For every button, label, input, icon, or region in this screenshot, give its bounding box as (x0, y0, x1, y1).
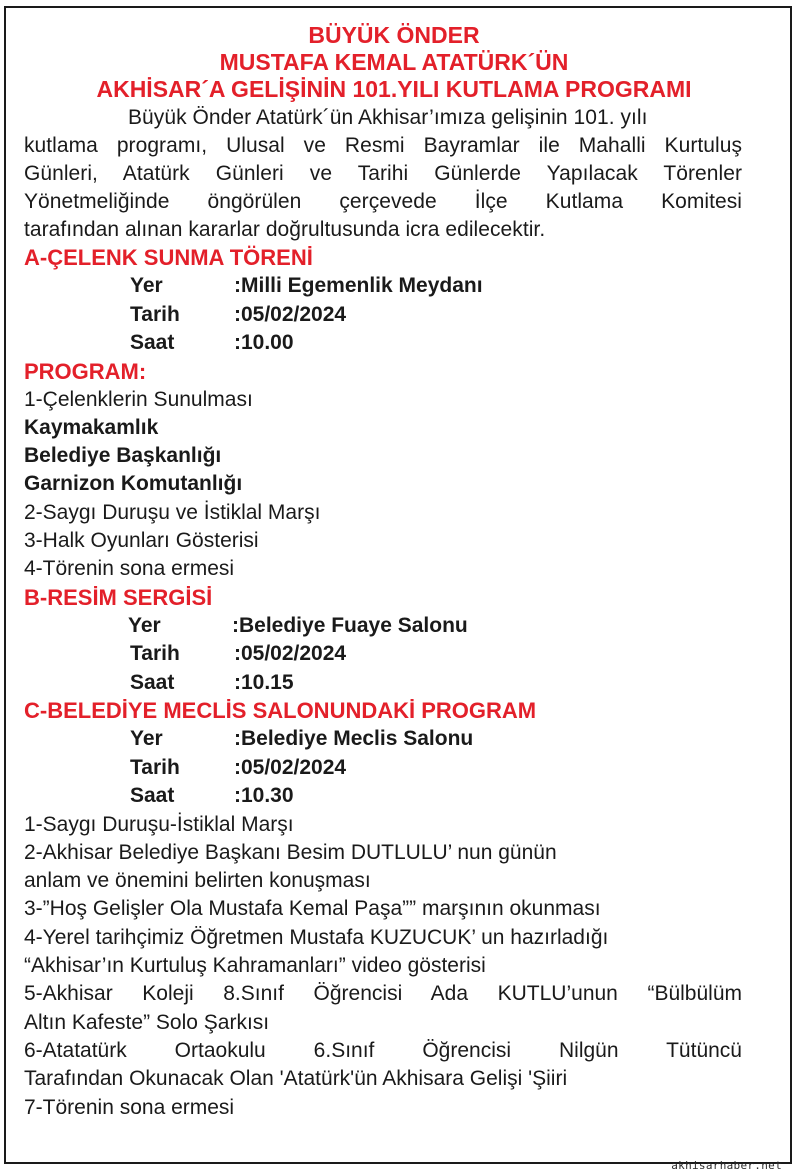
program-item: 6-Atatatürk Ortaokulu 6.Sınıf Öğrencisi Nilgün Tütüncü (24, 1038, 742, 1062)
section-c-heading: C-BELEDİYE MECLİS SALONUNDAKİ PROGRAM (24, 698, 537, 724)
time-value: :10.00 (234, 331, 294, 354)
program-item: Kaymakamlık (24, 415, 159, 439)
location-value: :Milli Egemenlik Meydanı (234, 274, 483, 297)
program-item: 4-Yerel tarihçimiz Öğretmen Mustafa KUZUCUK’ un hazırladığı (24, 925, 609, 949)
program-item: 7-Törenin sona ermesi (24, 1095, 235, 1119)
section-a-date (24, 301, 744, 330)
site-watermark: akhisarhaber.net (671, 1159, 782, 1172)
program-item: 3-”Hoş Gelişler Ola Mustafa Kemal Paşa”” marşının okunması (24, 897, 601, 921)
date-value: :05/02/2024 (234, 642, 347, 666)
program-item: 3-Halk Oyunları Gösterisi (24, 528, 259, 552)
intro-line: kutlama programı, Ulusal ve Resmi Bayramlar ile Mahalli Kurtuluş (24, 134, 742, 157)
location-label: Yer (130, 274, 163, 297)
program-item: 2-Saygı Duruşu ve İstiklal Marşı (24, 500, 321, 524)
section-b-date (24, 640, 744, 669)
location-value: :Belediye Meclis Salonu (234, 727, 474, 751)
section-c-time (24, 782, 744, 811)
program-item: Altın Kafeste” Solo Şarkısı (24, 1010, 270, 1034)
time-value: :10.30 (234, 784, 294, 808)
program-item: Garnizon Komutanlığı (24, 472, 243, 496)
date-value: :05/02/2024 (234, 302, 347, 326)
program-item: Belediye Başkanlığı (24, 444, 222, 468)
section-b-location (24, 612, 744, 641)
section-a-time (24, 329, 744, 358)
intro-line: Günleri, Atatürk Günleri ve Tarihi Günlerde Yapılacak Törenler (24, 162, 742, 185)
location-value: :Belediye Fuaye Salonu (232, 613, 468, 637)
section-b-heading: B-RESİM SERGİSİ (24, 584, 213, 610)
program-item: Tarafından Okunacak Olan 'Atatürk'ün Akhisara Gelişi 'Şiiri (24, 1067, 568, 1091)
title-line-3: AKHİSAR´A GELİŞİNİN 101.YILI KUTLAMA PROGRAMI (96, 76, 692, 102)
time-label: Saat (130, 331, 175, 354)
announcement (24, 22, 744, 1122)
intro-line: Yönetmeliğinde öngörülen çerçevede İlçe Kutlama Komitesi (24, 190, 742, 213)
time-value: :10.15 (234, 670, 294, 694)
date-label: Tarih (130, 302, 180, 326)
section-c-date (24, 754, 744, 783)
intro-paragraph (24, 104, 742, 244)
location-label: Yer (128, 613, 161, 637)
time-label: Saat (130, 670, 175, 694)
date-label: Tarih (130, 642, 180, 666)
date-value: :05/02/2024 (234, 755, 347, 779)
program-item: 2-Akhisar Belediye Başkanı Besim DUTLULU’ nun günün (24, 840, 557, 864)
program-item: 1-Çelenklerin Sunulması (24, 387, 253, 411)
time-label: Saat (130, 784, 175, 808)
section-a-location (24, 272, 744, 301)
section-b-time (24, 669, 744, 698)
intro-line: tarafından alınan kararlar doğrultusunda icra edilecektir. (24, 218, 546, 241)
program-heading: PROGRAM: (24, 358, 147, 384)
program-item: 5-Akhisar Koleji 8.Sınıf Öğrencisi Ada KUTLU’unun “Bülbülüm (24, 982, 742, 1006)
date-label: Tarih (130, 755, 180, 779)
program-item: anlam ve önemini belirten konuşması (24, 869, 371, 893)
title-line-1: BÜYÜK ÖNDER (308, 22, 480, 48)
document-title (24, 22, 764, 103)
program-item: 1-Saygı Duruşu-İstiklal Marşı (24, 812, 294, 836)
section-c-location (24, 725, 744, 754)
title-line-2: MUSTAFA KEMAL ATATÜRK´ÜN (219, 49, 569, 75)
intro-line: Büyük Önder Atatürk´ün Akhisar’ımıza gelişinin 101. yılı (128, 106, 648, 129)
program-item: 4-Törenin sona ermesi (24, 557, 235, 581)
location-label: Yer (130, 727, 163, 751)
section-a-heading: A-ÇELENK SUNMA TÖRENİ (24, 245, 313, 270)
program-item: “Akhisar’ın Kurtuluş Kahramanları” video gösterisi (24, 954, 486, 978)
